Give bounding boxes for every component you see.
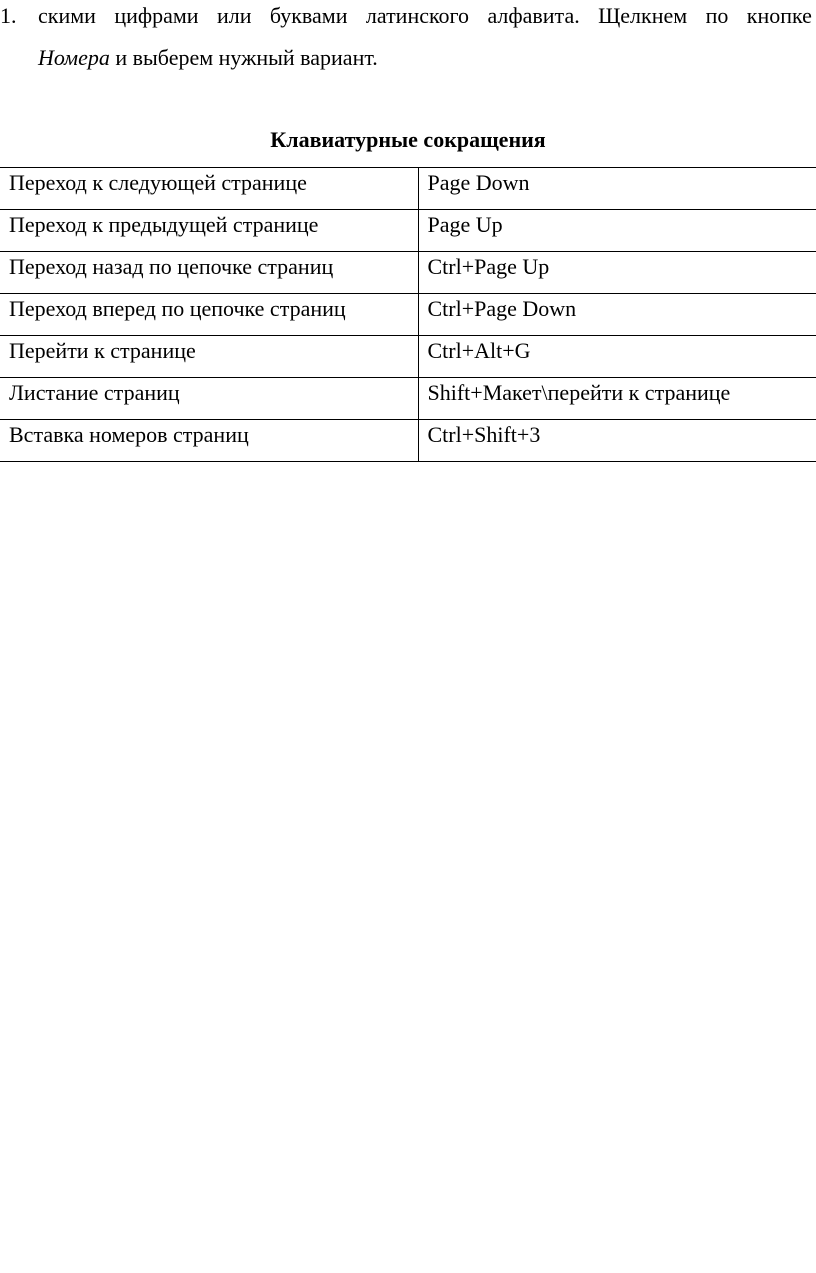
table-row (0, 420, 816, 462)
paragraph-line-1 (0, 2, 812, 30)
button-name-italic: Номера (38, 45, 110, 70)
action-cell: Переход назад по цепочке страниц (0, 252, 418, 294)
keys-cell: Ctrl+Shift+3 (418, 420, 816, 462)
paragraph-word: цифрами (114, 3, 199, 28)
paragraph-word: буквами (269, 3, 348, 28)
keys-cell: Page Up (418, 210, 816, 252)
table-title: Клавиатурные сокращения (270, 127, 546, 152)
keys-cell: Ctrl+Page Up (418, 252, 816, 294)
paragraph-word: алфавита. (487, 3, 580, 28)
paragraph-word: по (705, 3, 729, 28)
table-row (0, 168, 816, 210)
action-cell: Листание страниц (0, 378, 418, 420)
keys-cell: Ctrl+Alt+G (418, 336, 816, 378)
action-cell: Перейти к странице (0, 336, 418, 378)
shortcuts-table (0, 167, 816, 462)
paragraph-line-2 (38, 44, 378, 72)
paragraph-word: или (216, 3, 252, 28)
action-cell: Переход к предыдущей странице (0, 210, 418, 252)
table-row (0, 378, 816, 420)
action-cell: Переход вперед по цепочке страниц (0, 294, 418, 336)
keys-cell: Shift+Макет\перейти к странице (418, 378, 816, 420)
paragraph-text: и выберем нужный вариант. (109, 45, 378, 70)
table-row (0, 252, 816, 294)
keys-cell: Ctrl+Page Down (418, 294, 816, 336)
paragraph-word: скими (38, 3, 96, 28)
paragraph-word: латинского (365, 3, 470, 28)
paragraph-word: кнопке (746, 3, 812, 28)
keys-cell: Page Down (418, 168, 816, 210)
action-cell: Вставка номеров страниц (0, 420, 418, 462)
paragraph-word: Щелкнем (598, 3, 688, 28)
table-row (0, 336, 816, 378)
table-row (0, 294, 816, 336)
action-cell: Переход к следующей странице (0, 168, 418, 210)
table-row (0, 210, 816, 252)
list-number: 1. (0, 3, 17, 28)
